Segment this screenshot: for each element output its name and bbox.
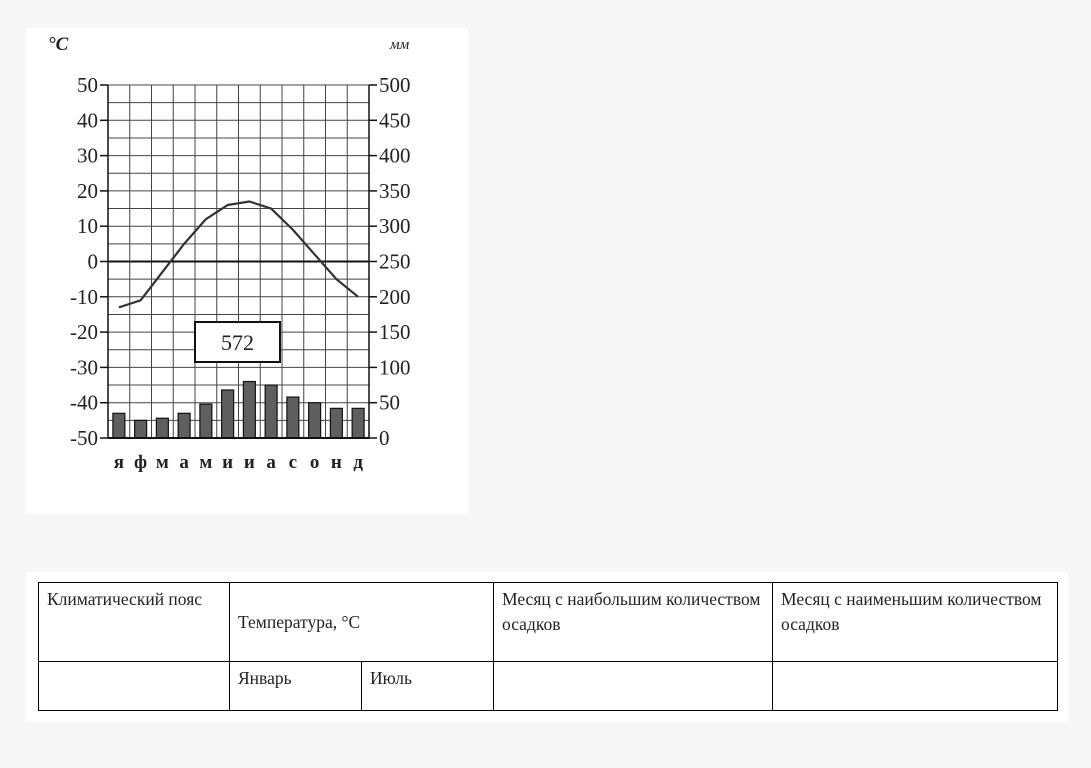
precipitation-bar: [265, 385, 277, 438]
header-min-precip-month: Месяц с наименьшим количеством осадков: [773, 583, 1058, 662]
annual-precipitation-label: 572: [221, 330, 254, 355]
month-label: и: [222, 452, 234, 473]
left-tick-label: 40: [77, 108, 98, 133]
month-label: д: [353, 452, 363, 473]
precipitation-bar: [287, 397, 299, 438]
answer-table-card: [26, 572, 1068, 722]
right-tick-label: 300: [379, 214, 411, 239]
right-tick-label: 50: [379, 390, 400, 415]
table-answer-row: [39, 662, 1058, 711]
right-tick-label: 200: [379, 284, 411, 309]
precipitation-bar: [352, 408, 364, 438]
month-label: м: [199, 452, 213, 473]
right-tick-label: 400: [379, 143, 411, 168]
precipitation-bar: [113, 413, 125, 438]
left-tick-label: -30: [70, 355, 98, 380]
right-tick-label: 100: [379, 355, 411, 380]
answer-max-month-cell[interactable]: [494, 662, 773, 711]
month-label: а: [179, 452, 189, 473]
subheader-july: Июль: [362, 662, 494, 711]
precipitation-bar: [156, 418, 168, 438]
left-tick-label: 30: [77, 143, 98, 168]
precipitation-bar: [200, 404, 212, 438]
right-tick-label: 0: [379, 426, 390, 450]
climatogram-card: [26, 28, 468, 514]
left-tick-label: -40: [70, 390, 98, 415]
month-label: и: [243, 452, 255, 473]
month-label: с: [288, 452, 298, 473]
left-tick-label: -10: [70, 284, 98, 309]
left-tick-label: -50: [70, 426, 98, 450]
climatogram-chart: [26, 28, 468, 514]
month-label: я: [113, 452, 125, 473]
precipitation-bar: [135, 420, 147, 438]
answer-climate-zone-cell[interactable]: [39, 662, 230, 711]
header-max-precip-month: Месяц с наибольшим количеством осадков: [494, 583, 773, 662]
month-label: а: [266, 452, 276, 473]
answer-table: [38, 582, 1058, 711]
month-label: м: [155, 452, 169, 473]
answer-min-month-cell[interactable]: [773, 662, 1058, 711]
month-label: н: [330, 452, 342, 473]
precipitation-bar: [178, 413, 190, 438]
month-label: ф: [134, 452, 148, 473]
right-tick-label: 500: [379, 73, 411, 97]
header-climate-zone: Климатический пояс: [39, 583, 230, 662]
left-tick-label: -20: [70, 320, 98, 345]
precipitation-bar: [309, 403, 321, 438]
precipitation-bar: [222, 390, 234, 438]
right-tick-label: 350: [379, 178, 411, 203]
right-tick-label: 450: [379, 108, 411, 133]
subheader-january: Январь: [230, 662, 362, 711]
right-tick-label: 150: [379, 320, 411, 345]
month-label: о: [309, 452, 320, 473]
left-tick-label: 10: [77, 214, 98, 239]
right-tick-label: 250: [379, 249, 411, 274]
left-tick-label: 50: [77, 73, 98, 97]
left-tick-label: 0: [87, 249, 98, 274]
precipitation-bar: [330, 408, 342, 438]
header-temperature: Температура, °С: [230, 583, 494, 662]
precipitation-bar: [243, 382, 255, 438]
right-axis-unit: мм: [390, 37, 410, 53]
table-header-row: [39, 583, 1058, 662]
left-axis-unit: °C: [48, 34, 69, 55]
left-tick-label: 20: [77, 178, 98, 203]
